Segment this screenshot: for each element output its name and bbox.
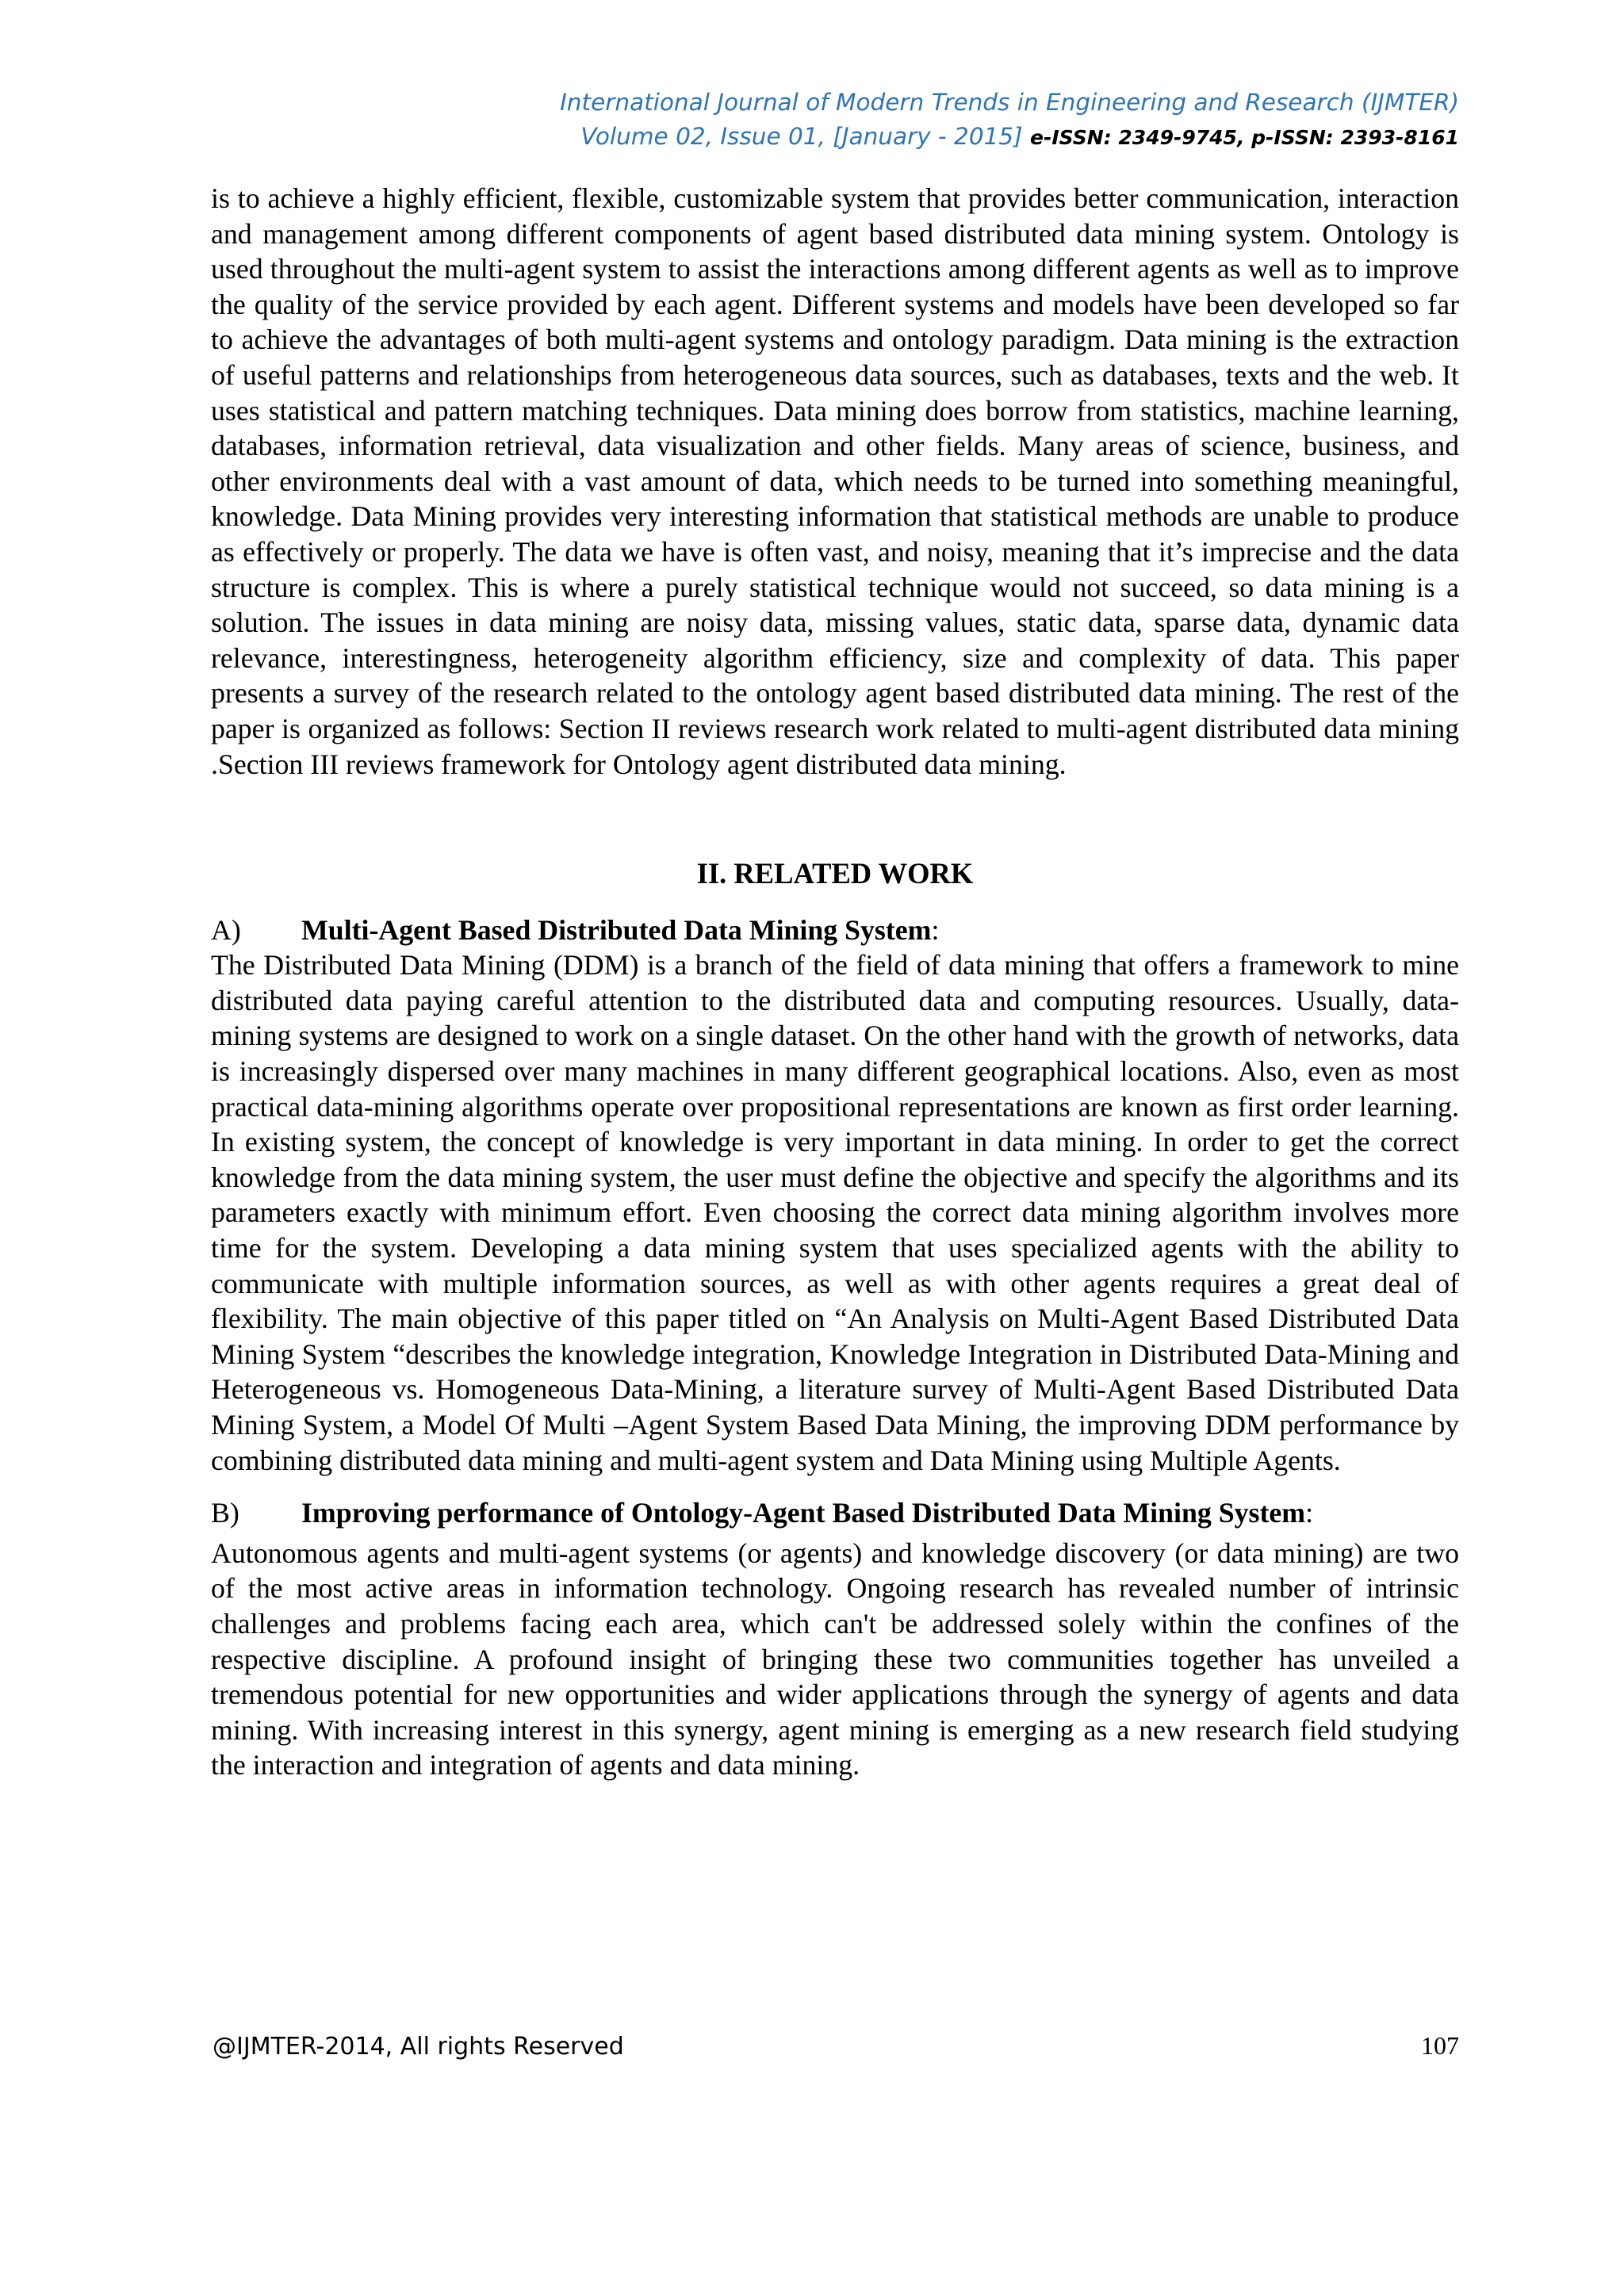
subsection-a-heading xyxy=(211,913,1459,948)
subsection-a-title: Multi-Agent Based Distributed Data Mining System xyxy=(301,913,932,946)
intro-paragraph: is to achieve a highly efficient, flexible, customizable system that provides better communication, interaction and management among different components of agent based distributed data mining system. Ontology is used throughout the multi-agent system to assist the interactions among different agents as well as to improve the quality of the service provided by each agent. Different systems and models have been developed so far to achieve the advantages of both multi-agent systems and ontology paradigm. Data mining is the extraction of useful patterns and relationships from heterogeneous data sources, such as databases, texts and the web. It uses statistical and pattern matching techniques. Data mining does borrow from statistics, machine learning, databases, information retrieval, data visualization and other fields. Many areas of science, business, and other environments deal with a vast amount of data, which needs to be turned into something meaningful, knowledge. Data Mining provides very interesting information that statistical methods are unable to produce as effectively or properly. The data we have is often vast, and noisy, meaning that it’s imprecise and the data structure is complex. This is where a purely statistical technique would not succeed, so data mining is a solution. The issues in data mining are noisy data, missing values, static data, sparse data, dynamic data relevance, interestingness, heterogeneity algorithm efficiency, size and complexity of data. This paper presents a survey of the research related to the ontology agent based distributed data mining. The rest of the paper is organized as follows: Section II reviews research work related to multi-agent distributed data mining .Section III reviews framework for Ontology agent distributed data mining. xyxy=(211,182,1459,780)
page-footer xyxy=(213,2031,1459,2061)
journal-header xyxy=(560,86,1459,155)
subsection-b-title: Improving performance of Ontology-Agent Based Distributed Data Mining System xyxy=(301,1497,1306,1529)
page-number: 107 xyxy=(1421,2031,1459,2060)
subsection-b-body: Autonomous agents and multi-agent systems (or agents) and knowledge discovery (or data mining) are two of the most active areas in information technology. Ongoing research has revealed number of intrinsic challenges and problems facing each area, which can't be addressed solely within the confines of the respective discipline. A profound insight of bringing these two communities together has unveiled a tremendous potential for new opportunities and wider applications through the synergy of agents and data mining. With increasing interest in this synergy, agent mining is emerging as a new research field studying the interaction and integration of agents and data mining. xyxy=(211,1536,1459,1781)
journal-volume: Volume 02, Issue 01, [January - 2015] xyxy=(580,123,1023,150)
copyright-notice: @IJMTER-2014, All rights Reserved xyxy=(213,2033,624,2061)
subsection-a-body: The Distributed Data Mining (DDM) is a branch of the field of data mining that offers a framework to mine distributed data paying careful attention to the distributed data and computing resources. Usually, data-mining systems are designed to work on a single dataset. On the other hand with the growth of networks, data is increasingly dispersed over many machines in many different geographical locations. Also, even as most practical data-mining algorithms operate over propositional representations are known as first order learning. In existing system, the concept of knowledge is very important in data mining. In order to get the correct knowledge from the data mining system, the user must define the objective and specify the algorithms and its parameters exactly with minimum effort. Even choosing the correct data mining algorithm involves more time for the system. Developing a data mining system that uses specialized agents with the ability to communicate with multiple information sources, as well as with other agents requires a great deal of flexibility. The main objective of this paper titled on “An Analysis on Multi-Agent Based Distributed Data Mining System “describes the knowledge integration, Knowledge Integration in Distributed Data-Mining and Heterogeneous vs. Homogeneous Data-Mining, a literature survey of Multi-Agent Based Distributed Data Mining System, a Model Of Multi –Agent System Based Data Mining, the improving DDM performance by combining distributed data mining and multi-agent system and Data Mining using Multiple Agents. xyxy=(211,949,1459,1476)
subsection-a-colon: : xyxy=(931,913,940,946)
journal-title: International Journal of Modern Trends in Engineering and Research (IJMTER) xyxy=(560,89,1459,116)
journal-issn: e-ISSN: 2349-9745, p-ISSN: 2393-8161 xyxy=(1030,126,1459,149)
section-heading: II. RELATED WORK xyxy=(696,857,974,890)
subsection-b-heading xyxy=(211,1495,1459,1531)
journal-volume-line xyxy=(560,120,1459,155)
subsection-b-colon: : xyxy=(1305,1497,1314,1529)
subsection-a-letter: A) xyxy=(211,913,241,946)
subsection-b-letter: B) xyxy=(211,1497,239,1529)
page-body xyxy=(211,181,1459,1783)
